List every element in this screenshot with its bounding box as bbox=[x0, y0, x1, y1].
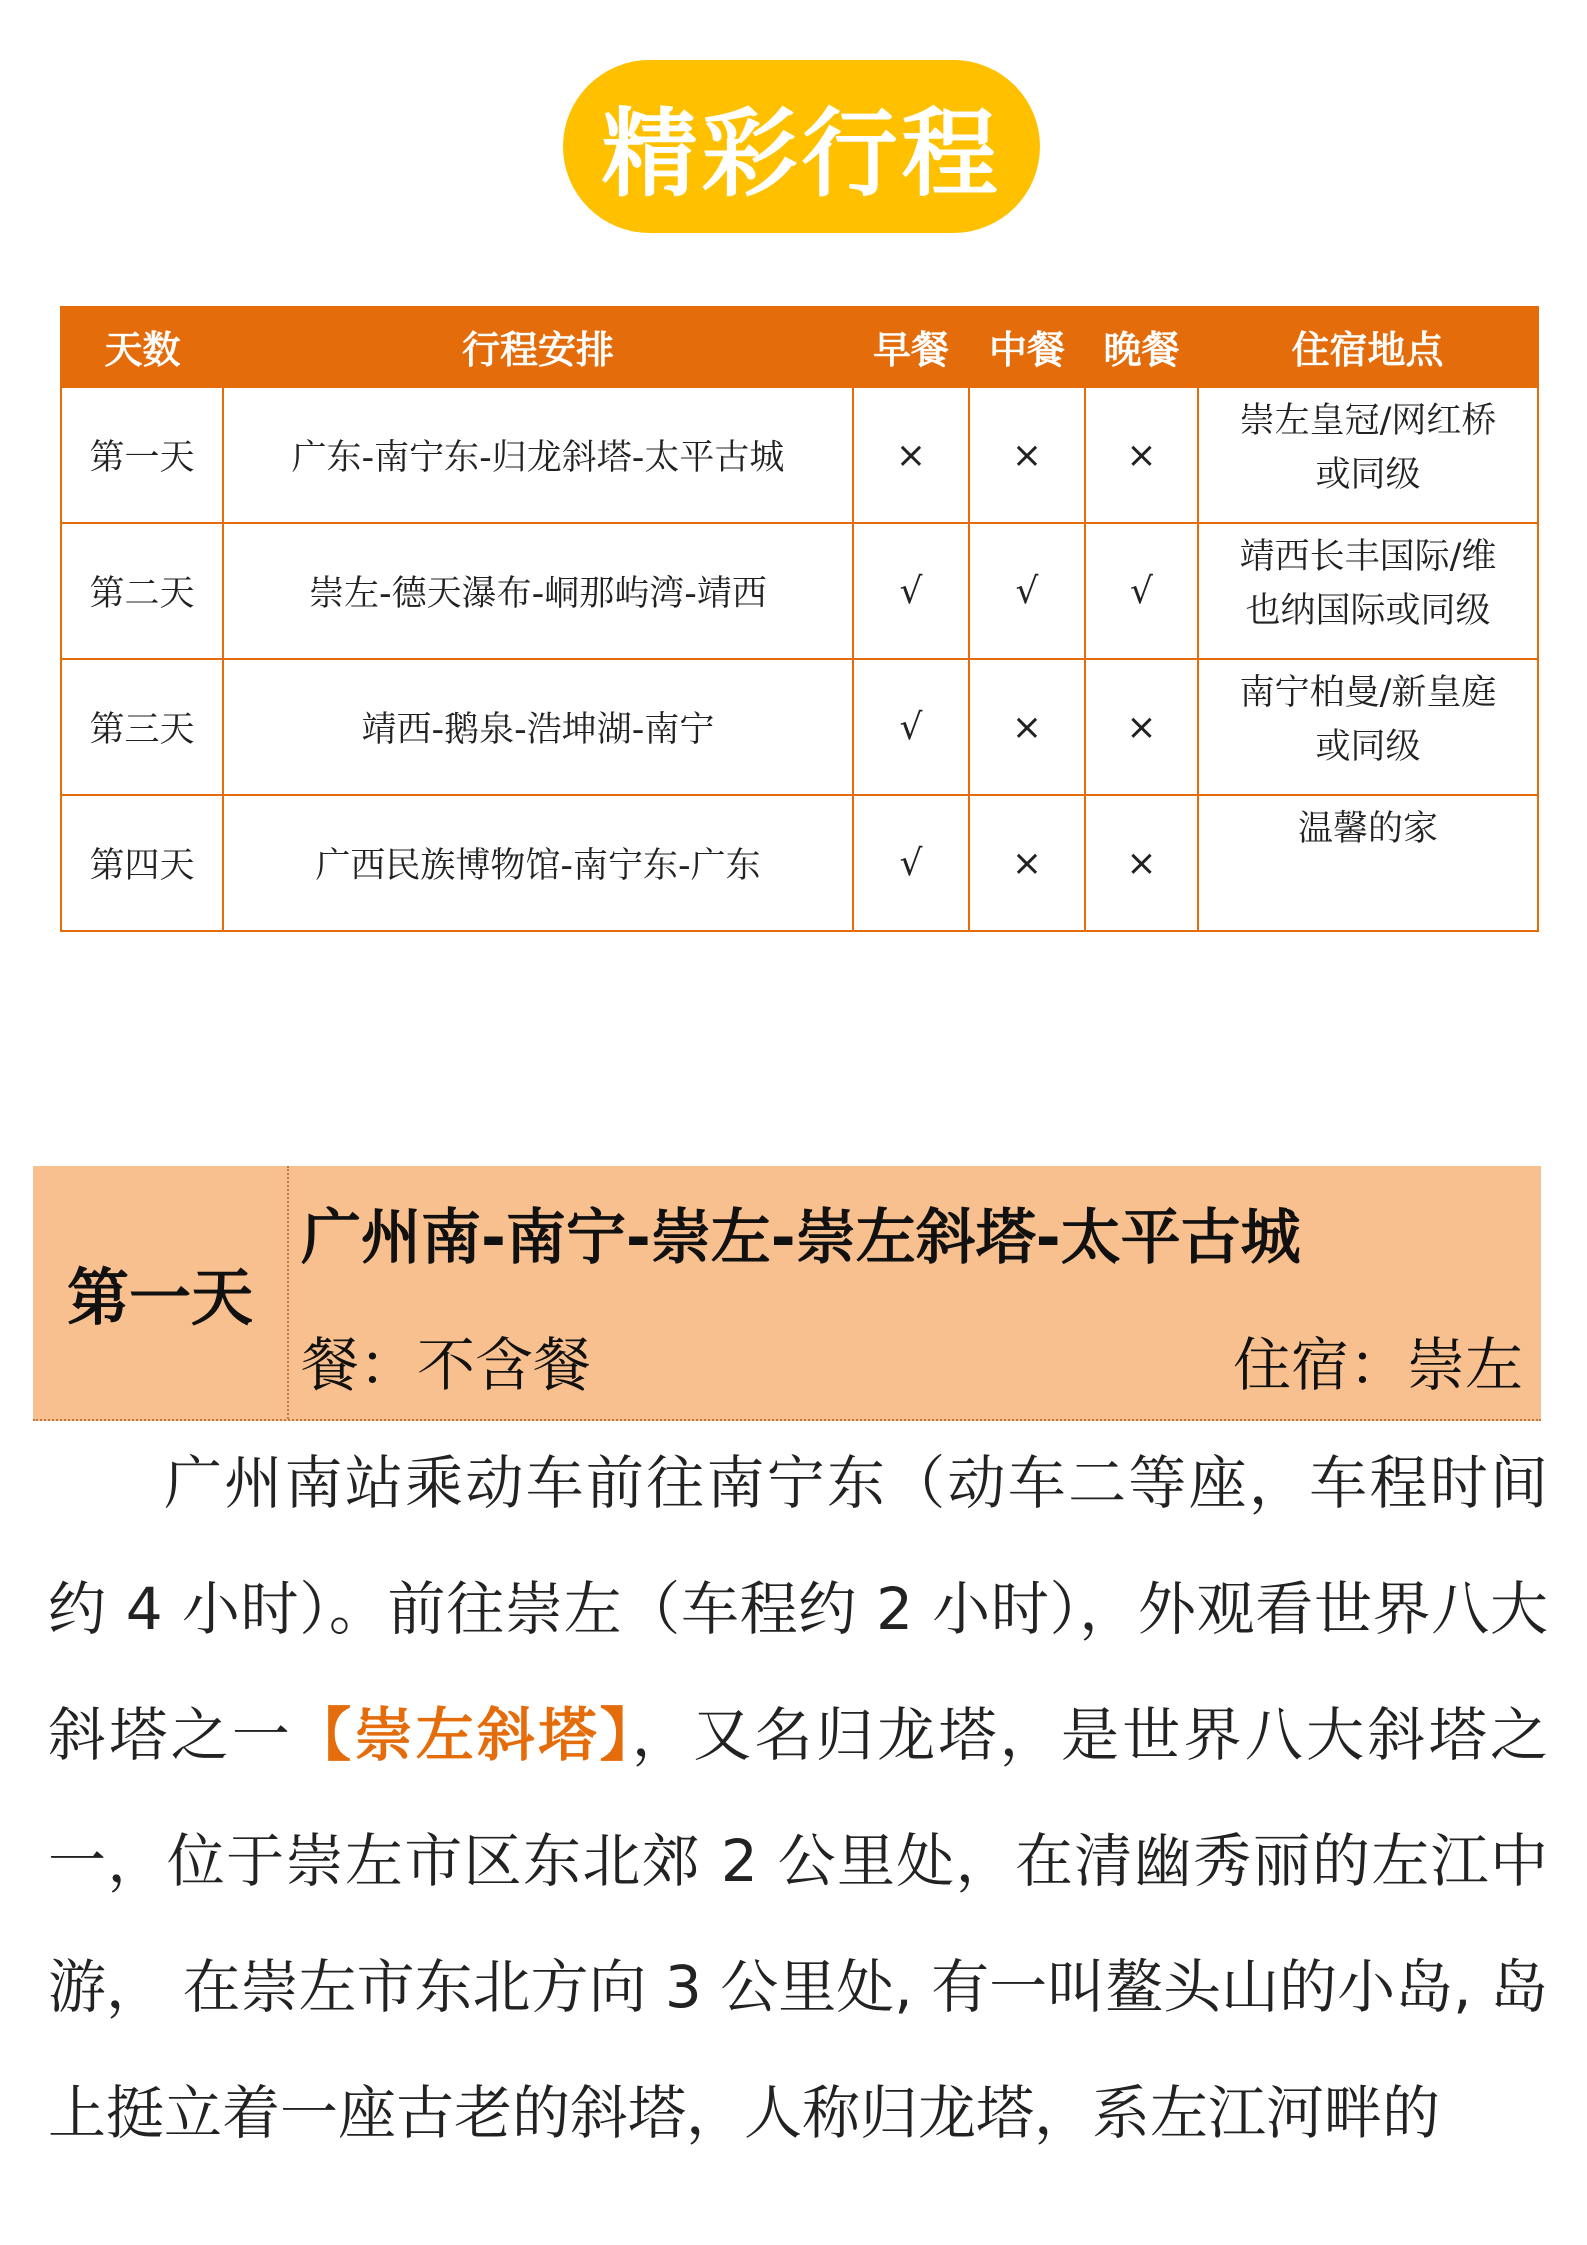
stay-line: 崇左皇冠/网红桥 bbox=[1239, 401, 1497, 441]
cell-lunch: × bbox=[969, 387, 1085, 523]
stay-line: 或同级 bbox=[1315, 455, 1421, 495]
day-meal-info: 餐：不含餐 bbox=[301, 1331, 592, 1399]
cell-dinner: × bbox=[1085, 659, 1198, 795]
day-label: 第一天 bbox=[33, 1166, 289, 1419]
day-description bbox=[48, 1420, 1548, 2176]
cell-lunch: √ bbox=[969, 523, 1085, 659]
cell-day: 第三天 bbox=[61, 659, 223, 795]
day-stay-info: 住宿：崇左 bbox=[1232, 1331, 1523, 1399]
stay-line: 或同级 bbox=[1315, 727, 1421, 767]
page-title: 精彩行程 bbox=[601, 97, 1002, 210]
table-row bbox=[61, 523, 1538, 659]
table-row bbox=[61, 387, 1538, 523]
stay-line: 靖西长丰国际/维 bbox=[1239, 537, 1497, 577]
header-stay: 住宿地点 bbox=[1198, 306, 1538, 387]
table-row bbox=[61, 795, 1538, 931]
cell-breakfast: √ bbox=[853, 795, 969, 931]
highlight-attraction: 【崇左斜塔】 bbox=[293, 1701, 632, 1769]
cell-route: 广东-南宁东-归龙斜塔-太平古城 bbox=[223, 387, 853, 523]
stay-line: 温馨的家 bbox=[1297, 809, 1438, 849]
cell-day: 第四天 bbox=[61, 795, 223, 931]
table-row bbox=[61, 659, 1538, 795]
cell-lunch: × bbox=[969, 795, 1085, 931]
page-title-badge bbox=[563, 60, 1040, 233]
cell-breakfast: √ bbox=[853, 659, 969, 795]
cell-route: 广西民族博物馆-南宁东-广东 bbox=[223, 795, 853, 931]
cell-dinner: × bbox=[1085, 387, 1198, 523]
header-route: 行程安排 bbox=[223, 306, 853, 387]
description-text: ，又名归龙塔，是世界八大斜塔之一，位于崇左市区东北郊 2 公里处，在清幽秀丽的左江中游， 在崇左市东北方向 3 公里处, 有一叫鳌头山的小岛, 岛上挺立着一座古老的斜塔，人称归龙塔，系左江河畔的 bbox=[48, 1701, 1548, 2147]
cell-stay bbox=[1198, 659, 1538, 795]
cell-stay bbox=[1198, 523, 1538, 659]
itinerary-table bbox=[60, 306, 1539, 932]
stay-line: 南宁柏曼/新皇庭 bbox=[1239, 673, 1497, 713]
stay-line: 也纳国际或同级 bbox=[1245, 591, 1491, 631]
description-text: 广州南站乘动车前往南宁东（动车二等座，车程时间约 4 小时）。前往崇左（车程约 2 小时），外观看世界八大斜塔之一 bbox=[48, 1449, 1548, 1769]
cell-dinner: × bbox=[1085, 795, 1198, 931]
cell-dinner: √ bbox=[1085, 523, 1198, 659]
cell-day: 第二天 bbox=[61, 523, 223, 659]
header-breakfast: 早餐 bbox=[853, 306, 969, 387]
cell-route: 崇左-德天瀑布-峒那屿湾-靖西 bbox=[223, 523, 853, 659]
cell-stay bbox=[1198, 795, 1538, 931]
cell-stay bbox=[1198, 387, 1538, 523]
header-lunch: 中餐 bbox=[969, 306, 1085, 387]
cell-breakfast: √ bbox=[853, 523, 969, 659]
table-header-row bbox=[61, 306, 1538, 387]
cell-breakfast: × bbox=[853, 387, 969, 523]
day-route-title: 广州南-南宁-崇左-崇左斜塔-太平古城 bbox=[301, 1203, 1301, 1273]
cell-route: 靖西-鹅泉-浩坤湖-南宁 bbox=[223, 659, 853, 795]
cell-lunch: × bbox=[969, 659, 1085, 795]
header-dinner: 晚餐 bbox=[1085, 306, 1198, 387]
cell-day: 第一天 bbox=[61, 387, 223, 523]
day-banner bbox=[33, 1166, 1541, 1421]
header-day: 天数 bbox=[61, 306, 223, 387]
